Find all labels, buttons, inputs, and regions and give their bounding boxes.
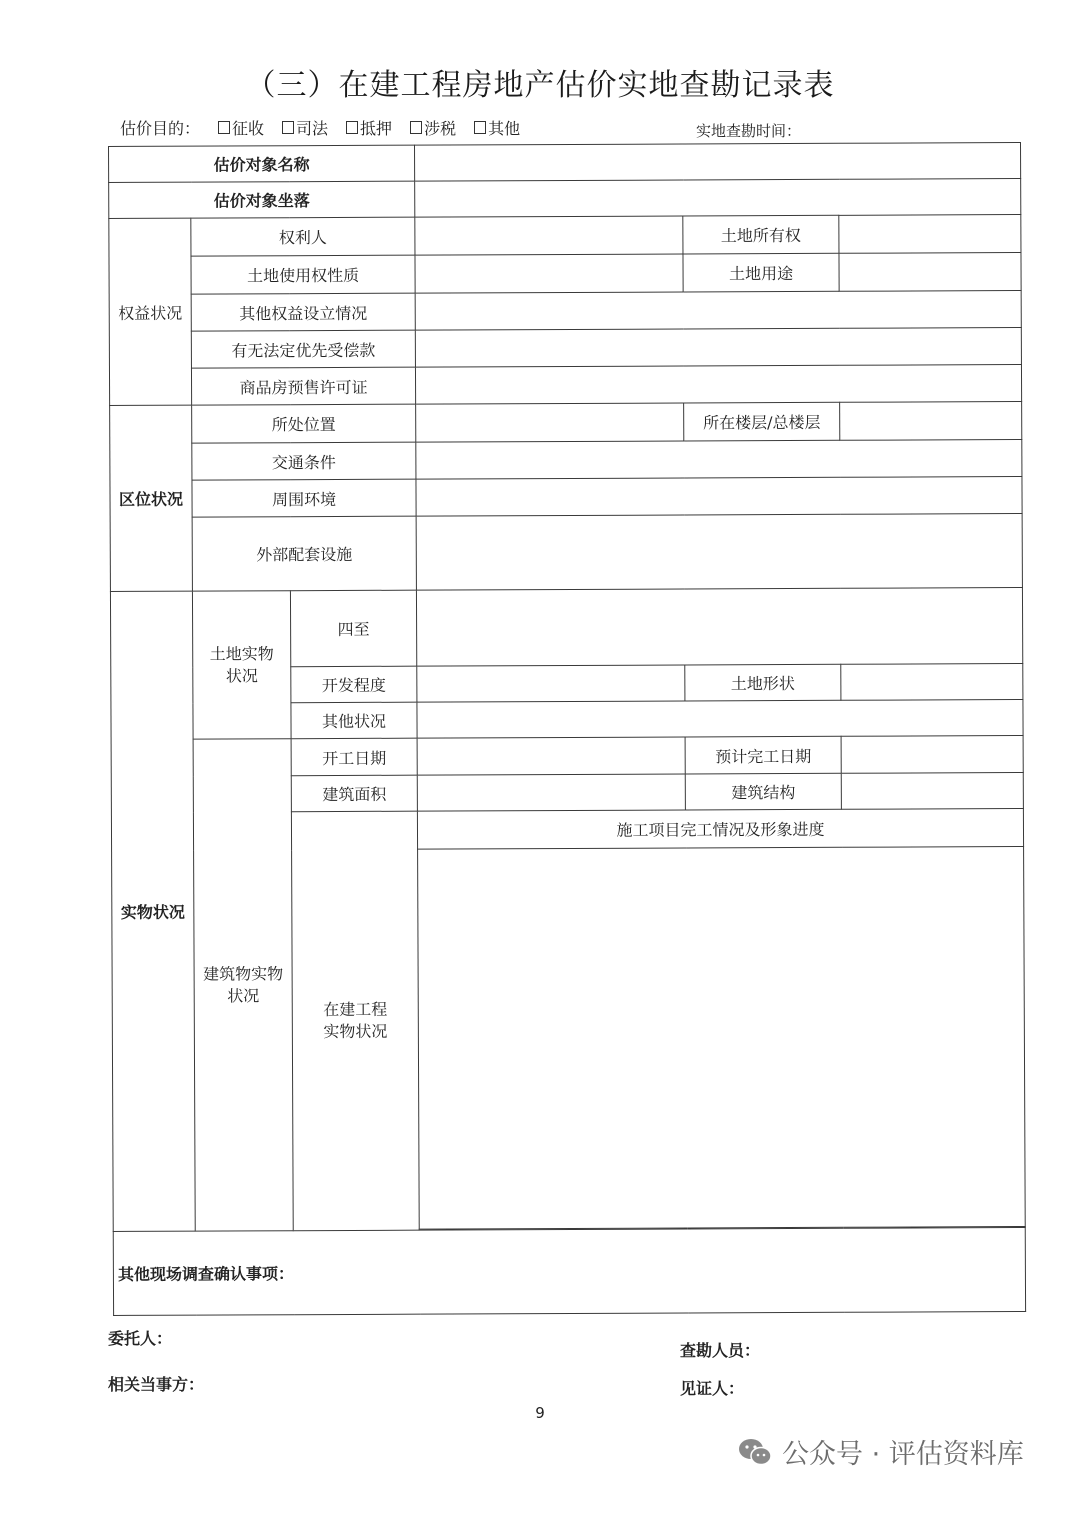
object-name-field[interactable] — [415, 143, 1021, 182]
traffic-label: 交通条件 — [192, 442, 416, 480]
land-shape-field[interactable] — [841, 664, 1023, 701]
development-degree-field[interactable] — [417, 665, 685, 702]
structure-field[interactable] — [841, 773, 1023, 810]
boundaries-label: 四至 — [290, 590, 416, 667]
land-ownership-field[interactable] — [839, 215, 1021, 254]
purpose-label: 估价目的： — [120, 119, 201, 138]
purpose-option-expropriation[interactable]: 征收 — [218, 116, 264, 139]
page-title: （三）在建工程房地产估价实地查勘记录表 — [245, 68, 835, 103]
floor-area-label: 建筑面积 — [291, 775, 417, 812]
expected-completion-field[interactable] — [841, 736, 1023, 774]
expected-completion-label: 预计完工日期 — [685, 736, 841, 774]
purpose-option-tax[interactable]: 涉税 — [410, 116, 456, 139]
development-degree-label: 开发程度 — [291, 666, 417, 703]
surveyor-label: 查勘人员： — [680, 1341, 761, 1360]
progress-field[interactable] — [418, 847, 1026, 1230]
position-label: 所处位置 — [192, 404, 416, 443]
related-party-label: 相关当事方： — [108, 1375, 205, 1394]
progress-header: 施工项目完工情况及形象进度 — [417, 809, 1023, 850]
construction-physical-label: 在建工程实物状况 — [291, 811, 419, 1231]
floor-field[interactable] — [840, 402, 1022, 441]
land-use-right-nature-field[interactable] — [415, 254, 683, 293]
land-physical-label: 土地实物状况 — [192, 591, 291, 739]
rights-category: 权益状况 — [109, 218, 192, 405]
traffic-field[interactable] — [416, 440, 1022, 480]
other-rights-label: 其他权益设立情况 — [191, 293, 415, 331]
facilities-label: 外部配套设施 — [192, 516, 416, 591]
physical-category: 实物状况 — [110, 591, 195, 1231]
building-physical-label: 建筑物实物状况 — [193, 739, 293, 1231]
checkbox-icon[interactable] — [474, 121, 486, 134]
location-category: 区位状况 — [110, 405, 193, 591]
purpose-option-mortgage[interactable]: 抵押 — [346, 116, 392, 139]
survey-time-label: 实地查勘时间： — [696, 122, 802, 140]
floor-area-field[interactable] — [417, 774, 685, 811]
presale-permit-field[interactable] — [415, 365, 1021, 405]
object-location-label: 估价对象坐落 — [109, 181, 415, 218]
land-use-field[interactable] — [839, 253, 1021, 292]
survey-record-table — [108, 142, 1026, 1316]
wechat-icon — [738, 1437, 772, 1467]
land-use-right-nature-label: 土地使用权性质 — [191, 255, 415, 294]
other-items-label: 其他现场调查确认事项： — [117, 1264, 294, 1284]
purpose-option-judicial[interactable]: 司法 — [282, 116, 328, 139]
other-rights-field[interactable] — [415, 291, 1021, 331]
client-label: 委托人： — [108, 1329, 173, 1348]
valuation-purpose — [120, 116, 520, 139]
floor-label: 所在楼层/总楼层 — [684, 402, 840, 441]
other-items-field[interactable] — [113, 1228, 1025, 1316]
environment-field[interactable] — [416, 477, 1022, 517]
land-other-field[interactable] — [417, 700, 1023, 739]
watermark — [738, 1432, 1024, 1471]
priority-claims-label: 有无法定优先受偿款 — [191, 330, 415, 368]
land-other-label: 其他状况 — [291, 702, 417, 739]
page-number: 9 — [535, 1404, 545, 1422]
object-name-label: 估价对象名称 — [109, 145, 415, 182]
owner-field[interactable] — [415, 216, 683, 255]
priority-claims-field[interactable] — [415, 328, 1021, 368]
facilities-field[interactable] — [416, 514, 1022, 591]
land-ownership-label: 土地所有权 — [683, 215, 839, 254]
presale-permit-label: 商品房预售许可证 — [191, 367, 415, 405]
watermark-text: 公众号 · 评估资料库 — [782, 1439, 1024, 1470]
checkbox-icon[interactable] — [346, 121, 358, 134]
purpose-option-other[interactable]: 其他 — [474, 116, 520, 139]
checkbox-icon[interactable] — [410, 121, 422, 134]
checkbox-icon[interactable] — [218, 121, 230, 134]
owner-label: 权利人 — [191, 217, 415, 256]
object-location-field[interactable] — [415, 179, 1021, 218]
land-shape-label: 土地形状 — [685, 664, 841, 701]
boundaries-field[interactable] — [416, 588, 1022, 667]
witness-label: 见证人： — [680, 1379, 745, 1398]
start-date-label: 开工日期 — [291, 738, 417, 776]
structure-label: 建筑结构 — [685, 773, 841, 810]
position-field[interactable] — [416, 403, 684, 442]
environment-label: 周围环境 — [192, 479, 416, 517]
checkbox-icon[interactable] — [282, 121, 294, 134]
start-date-field[interactable] — [417, 737, 685, 775]
land-use-label: 土地用途 — [683, 253, 839, 292]
